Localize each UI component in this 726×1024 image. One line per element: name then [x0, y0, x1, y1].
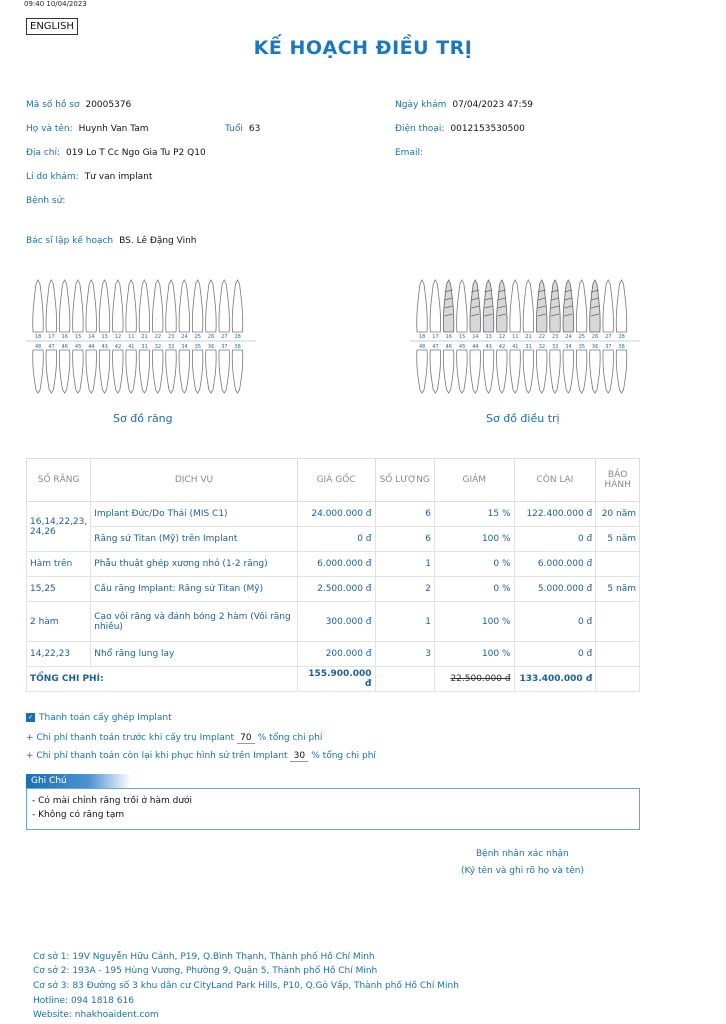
tooth-number: 21	[141, 334, 148, 340]
history-label: Bệnh sử:	[26, 196, 66, 206]
tooth-number: 41	[128, 344, 135, 350]
age-label: Tuổi	[225, 124, 243, 134]
price-cell: 300.000 đ	[297, 602, 375, 642]
tooth-number: 14	[88, 334, 95, 340]
tooth-number: 16	[445, 334, 452, 340]
service-cell: Implant Đức/Do Thái (MIS C1)	[91, 502, 297, 527]
phone-value: 0012153530500	[450, 124, 525, 134]
exam-date-value: 07/04/2023 47:59	[452, 100, 534, 110]
doctor-label: Bác sĩ lập kế hoạch	[26, 236, 114, 246]
tooth-number: 36	[207, 344, 215, 350]
tooth-number: 13	[101, 334, 108, 340]
patient-address	[26, 148, 206, 158]
tooth-number: 42	[114, 344, 122, 350]
prepay-percent-input[interactable]: 70	[237, 733, 255, 744]
tooth-number: 16	[61, 334, 68, 340]
tooth-number: 34	[565, 344, 572, 350]
page-title: KẾ HOẠCH ĐIỀU TRỊ	[253, 37, 473, 59]
tooth-number: 26	[591, 334, 599, 340]
warranty-cell	[596, 642, 640, 667]
payment-line-2-prefix: + Chi phí thanh toán còn lại khi phục hình sứ trên Implant	[26, 751, 288, 761]
tooth-number: 17	[432, 334, 439, 340]
branch-2: Cơ sở 2: 193A - 195 Hùng Vương, Phường 9, Quận 5, Thành phố Hồ Chí Minh	[33, 966, 378, 976]
tooth-number: 46	[445, 344, 452, 350]
tooth-number: 15	[458, 334, 466, 340]
age-value: 63	[248, 124, 261, 134]
hotline: Hotline: 094 1818 616	[33, 996, 134, 1006]
warranty-cell	[596, 552, 640, 577]
total-label: TỔNG CHI PHÍ:	[27, 667, 298, 692]
total-discount: 22.500.000 đ	[450, 674, 511, 684]
exam-date	[395, 100, 533, 110]
tooth-number: 33	[552, 344, 559, 350]
price-cell: 24.000.000 đ	[297, 502, 375, 527]
tooth-number: 31	[525, 344, 532, 350]
tooth-number: 47	[48, 344, 55, 350]
service-cell: Cầu răng Implant: Răng sứ Titan (Mỹ)	[91, 577, 297, 602]
price-cell: 2.500.000 đ	[297, 577, 375, 602]
tooth-number: 37	[221, 344, 228, 350]
table-row	[27, 527, 640, 552]
col-qty: SỐ LƯỢNG	[375, 459, 435, 502]
total-price: 155.900.000 đ	[297, 667, 375, 692]
notes-header: Ghi Chú	[26, 774, 131, 788]
qty-cell: 1	[375, 552, 435, 577]
visit-reason	[26, 172, 152, 182]
price-cell: 200.000 đ	[297, 642, 375, 667]
payment-line-1	[26, 733, 322, 744]
tooth-number: 23	[552, 334, 559, 340]
table-header-row	[27, 459, 640, 502]
discount-cell: 100 %	[435, 642, 515, 667]
tooth-number: 46	[61, 344, 68, 350]
branch-3: Cơ sở 3: 83 Đường số 3 khu dân cư CityLand Park Hills, P10, Q.Gò Vấp, Thành phố Hồ Chí Minh	[33, 981, 459, 991]
implant-payment-checkbox[interactable]: ✓	[27, 714, 34, 721]
tooth-number: 32	[538, 344, 546, 350]
tooth-number: 27	[221, 334, 228, 340]
lower-teeth-outline	[417, 350, 627, 393]
name-value: Huynh Van Tam	[78, 124, 149, 134]
tooth-number: 43	[101, 344, 108, 350]
tooth-number: 26	[207, 334, 215, 340]
col-teeth: SỐ RĂNG	[27, 459, 91, 502]
patient-phone	[395, 124, 525, 134]
reason-label: Lí do khám:	[26, 172, 79, 182]
tooth-number: 25	[578, 334, 585, 340]
col-warranty: BẢO HÀNH	[596, 459, 640, 502]
remain-cell: 5.000.000 đ	[514, 577, 596, 602]
address-value: 019 Lo T Cc Ngo Gia Tu P2 Q10	[66, 148, 206, 158]
payment-line-2	[26, 751, 376, 762]
tooth-number: 41	[512, 344, 519, 350]
table-row	[27, 577, 640, 602]
qty-cell: 6	[375, 502, 435, 527]
discount-cell: 0 %	[435, 577, 515, 602]
branch-1: Cơ sở 1: 19V Nguyễn Hữu Cảnh, P19, Q.Bình Thạnh, Thành phố Hồ Chí Minh	[33, 952, 375, 962]
price-cell: 0 đ	[297, 527, 375, 552]
tooth-number: 42	[498, 344, 506, 350]
tooth-number: 13	[485, 334, 492, 340]
note-line-2: - Không có răng tạm	[32, 810, 125, 820]
col-service: DỊCH VỤ	[91, 459, 297, 502]
col-remain: CÒN LẠI	[514, 459, 596, 502]
qty-cell: 3	[375, 642, 435, 667]
tooth-number: 18	[35, 334, 42, 340]
tooth-number: 45	[458, 344, 466, 350]
service-cell: Nhổ răng lung lay	[91, 642, 297, 667]
table-row	[27, 642, 640, 667]
record-number	[26, 100, 131, 110]
total-warranty-empty	[596, 667, 640, 692]
teeth-cell: 15,25	[27, 577, 91, 602]
discount-cell: 0 %	[435, 552, 515, 577]
tooth-number: 12	[114, 334, 122, 340]
tooth-number: 25	[194, 334, 201, 340]
payment-line-2-suffix: % tổng chi phí	[311, 751, 376, 761]
tooth-number: 28	[234, 334, 241, 340]
tooth-number: 34	[181, 344, 188, 350]
tooth-number: 12	[498, 334, 506, 340]
note-line-1: - Có mài chỉnh răng trồi ở hàm dưới	[32, 796, 193, 806]
tooth-number: 33	[168, 344, 175, 350]
tooth-number: 14	[472, 334, 479, 340]
tooth-number: 28	[618, 334, 625, 340]
patient-email	[395, 148, 429, 158]
tooth-number: 47	[432, 344, 439, 350]
signature-title: Bệnh nhân xác nhận	[476, 849, 569, 859]
tooth-number: 22	[538, 334, 546, 340]
tooth-number: 35	[194, 344, 201, 350]
qty-cell: 2	[375, 577, 435, 602]
service-cell: Phẫu thuật ghép xương nhỏ (1-2 răng)	[91, 552, 297, 577]
record-value: 20005376	[85, 100, 132, 110]
warranty-cell: 5 năm	[596, 527, 640, 552]
remaining-percent-input[interactable]: 30	[290, 751, 308, 762]
tooth-number: 23	[168, 334, 175, 340]
patient-age	[225, 124, 260, 134]
tooth-number: 24	[565, 334, 572, 340]
language-button[interactable]: ENGLISH	[26, 18, 78, 35]
payment-line-1-prefix: + Chi phí thanh toán trước khi cấy trụ Implant	[26, 733, 235, 743]
tooth-number: 15	[74, 334, 82, 340]
discount-cell: 15 %	[435, 502, 515, 527]
tooth-number: 48	[419, 344, 426, 350]
discount-cell: 100 %	[435, 527, 515, 552]
tooth-number: 22	[154, 334, 162, 340]
tooth-number: 11	[128, 334, 135, 340]
warranty-cell: 20 năm	[596, 502, 640, 527]
tooth-number: 44	[472, 344, 479, 350]
teeth-cell: Hàm trên	[27, 552, 91, 577]
email-label: Email:	[395, 148, 424, 158]
tooth-number: 35	[578, 344, 585, 350]
tooth-chart-caption: Sơ đồ răng	[113, 412, 173, 425]
col-price: GIÁ GỐC	[297, 459, 375, 502]
teeth-cell: 2 hàm	[27, 602, 91, 642]
teeth-cell: 16,14,22,23, 24,26	[27, 502, 91, 552]
col-discount: GIẢM	[435, 459, 515, 502]
signature-instruction: (Ký tên và ghi rõ họ và tên)	[461, 866, 584, 876]
lower-teeth-outline	[33, 350, 243, 393]
website: Website: nhakhoaident.com	[33, 1010, 159, 1020]
teeth-cell: 14,22,23	[27, 642, 91, 667]
timestamp: 09:40 10/04/2023	[24, 0, 87, 8]
total-remain: 133.400.000 đ	[514, 667, 596, 692]
tooth-number: 36	[591, 344, 599, 350]
tooth-number: 44	[88, 344, 95, 350]
total-row	[27, 667, 640, 692]
tooth-number: 48	[35, 344, 42, 350]
tooth-number: 18	[419, 334, 426, 340]
warranty-cell	[596, 602, 640, 642]
address-label: Địa chỉ:	[26, 148, 61, 158]
medical-history	[26, 196, 71, 206]
upper-implants	[417, 280, 627, 332]
tooth-number: 27	[605, 334, 612, 340]
exam-date-label: Ngày khám	[395, 100, 447, 110]
notes-box	[26, 788, 640, 830]
remain-cell: 6.000.000 đ	[514, 552, 596, 577]
tooth-number: 21	[525, 334, 532, 340]
table-row	[27, 552, 640, 577]
implant-payment-label: Thanh toán cấy ghép Implant	[39, 713, 172, 723]
services-table	[26, 458, 640, 692]
service-cell: Cạo vôi răng và đánh bóng 2 hàm (Vôi răng nhiều)	[91, 602, 297, 642]
tooth-number: 38	[234, 344, 241, 350]
reason-value: Tư van implant	[84, 172, 153, 182]
remain-cell: 122.400.000 đ	[514, 502, 596, 527]
record-label: Mã số hồ sơ	[26, 100, 80, 110]
tooth-number: 37	[605, 344, 612, 350]
remain-cell: 0 đ	[514, 602, 596, 642]
name-label: Họ và tên:	[26, 124, 73, 134]
treatment-chart-caption: Sơ đồ điều trị	[486, 412, 560, 425]
price-cell: 6.000.000 đ	[297, 552, 375, 577]
upper-teeth-outline	[33, 280, 243, 332]
qty-cell: 1	[375, 602, 435, 642]
remain-cell: 0 đ	[514, 527, 596, 552]
doctor-value: BS. Lê Đặng Vinh	[119, 236, 197, 246]
remain-cell: 0 đ	[514, 642, 596, 667]
total-qty-empty	[375, 667, 435, 692]
phone-label: Điện thoại:	[395, 124, 445, 134]
tooth-number: 24	[181, 334, 188, 340]
service-cell: Răng sứ Titan (Mỹ) trên Implant	[91, 527, 297, 552]
payment-line-1-suffix: % tổng chi phí	[257, 733, 323, 743]
discount-cell: 100 %	[435, 602, 515, 642]
warranty-cell: 5 năm	[596, 577, 640, 602]
table-row	[27, 502, 640, 527]
treatment-chart	[410, 270, 640, 400]
tooth-number: 43	[485, 344, 492, 350]
qty-cell: 6	[375, 527, 435, 552]
tooth-number: 38	[618, 344, 625, 350]
tooth-number: 11	[512, 334, 519, 340]
table-row	[27, 602, 640, 642]
patient-name	[26, 124, 149, 134]
tooth-number: 45	[74, 344, 82, 350]
planning-doctor	[26, 236, 196, 246]
tooth-number: 32	[154, 344, 162, 350]
implant-payment-option	[26, 713, 172, 723]
tooth-number: 31	[141, 344, 148, 350]
tooth-chart	[26, 270, 256, 400]
tooth-number: 17	[48, 334, 55, 340]
